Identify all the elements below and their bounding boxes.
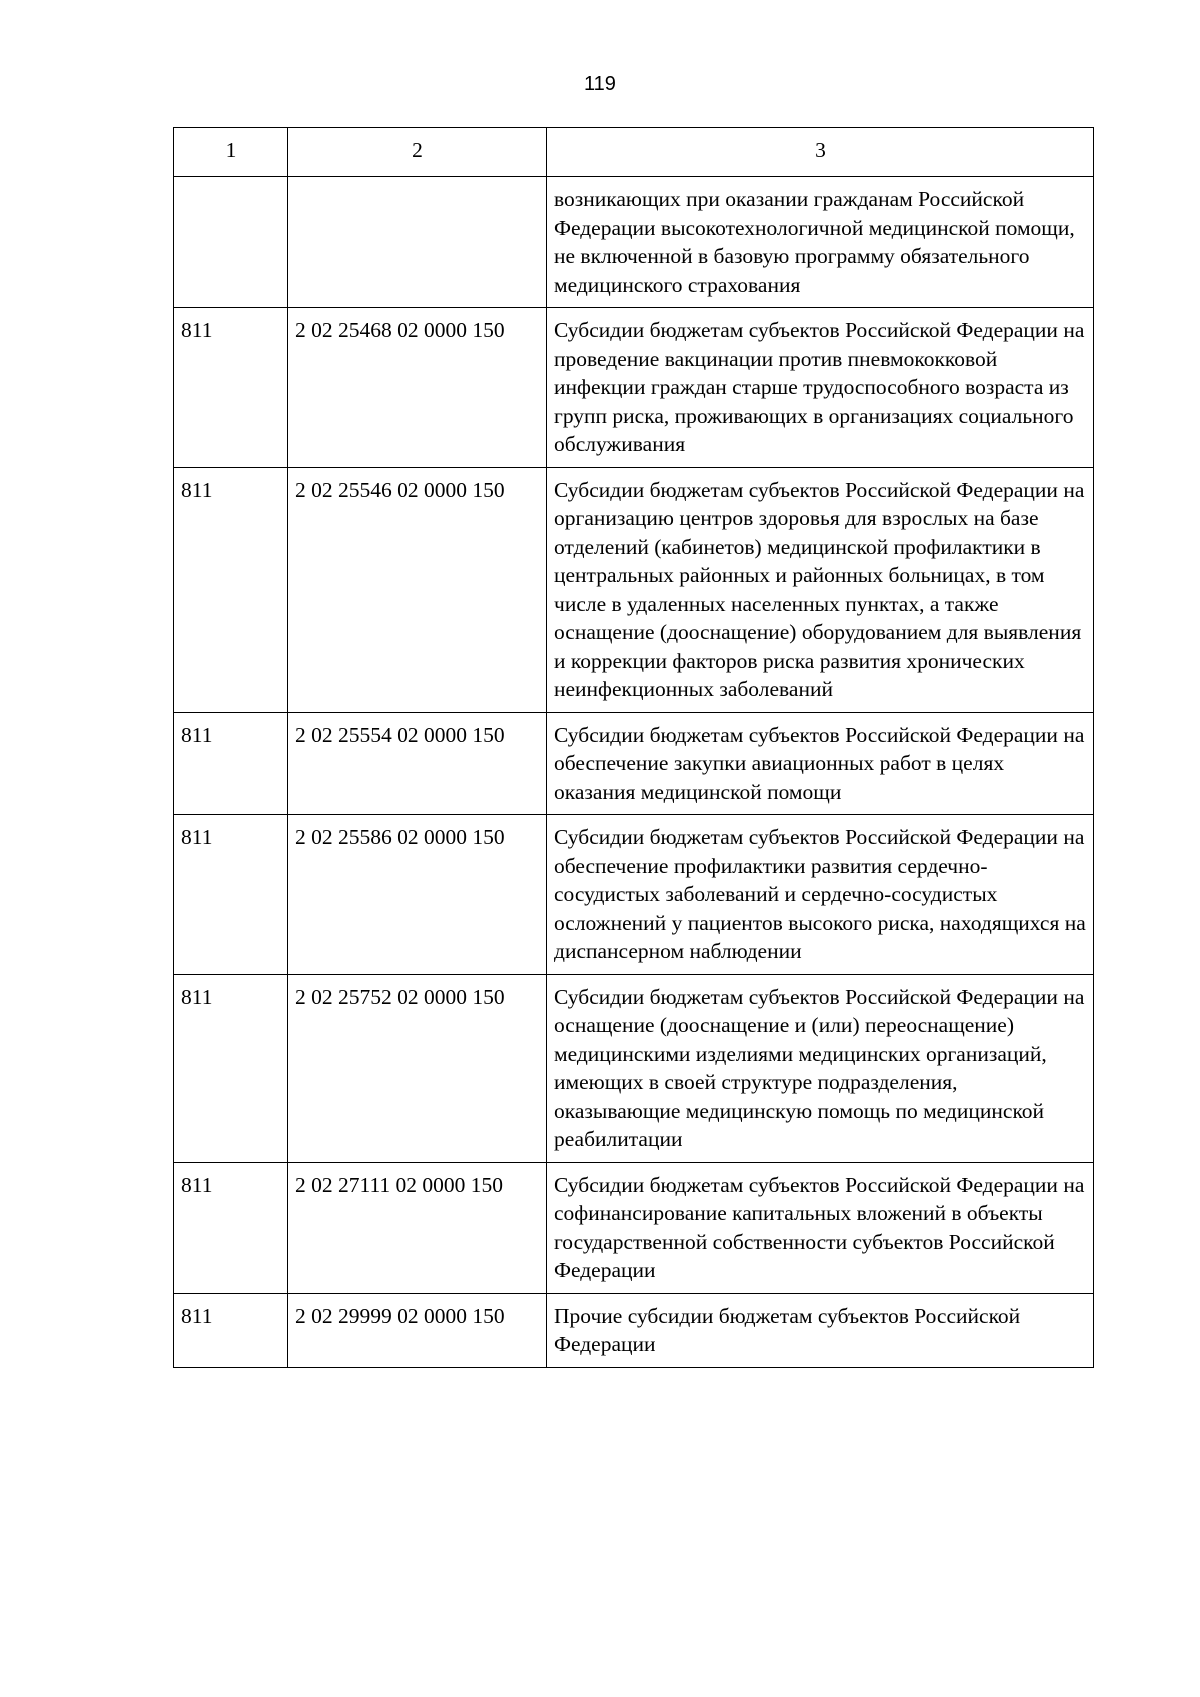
budget-code-cell: 2 02 27111 02 0000 150 [288, 1162, 547, 1293]
description-cell: Прочие субсидии бюджетам субъектов Российской Федерации [547, 1293, 1094, 1367]
budget-code-cell: 2 02 29999 02 0000 150 [288, 1293, 547, 1367]
admin-code-cell: 811 [174, 974, 288, 1162]
column-header-1: 1 [174, 128, 288, 177]
table-header-row [174, 128, 1094, 177]
description-cell: Субсидии бюджетам субъектов Российской Федерации на обеспечение профилактики развития сердечно-сосудистых заболеваний и сердечно-сосудистых осложнений у пациентов высокого риска, находящихся на диспансерном наблюдении [547, 815, 1094, 975]
table-row [174, 712, 1094, 815]
admin-code-cell: 811 [174, 467, 288, 712]
budget-code-cell: 2 02 25468 02 0000 150 [288, 308, 547, 468]
budget-code-cell: 2 02 25554 02 0000 150 [288, 712, 547, 815]
budget-code-cell: 2 02 25752 02 0000 150 [288, 974, 547, 1162]
budget-code-cell: 2 02 25586 02 0000 150 [288, 815, 547, 975]
description-cell: возникающих при оказании гражданам Российской Федерации высокотехнологичной медицинской помощи, не включенной в базовую программу обязательного медицинского страхования [547, 177, 1094, 308]
table-row [174, 1162, 1094, 1293]
column-header-3: 3 [547, 128, 1094, 177]
admin-code-cell: 811 [174, 815, 288, 975]
budget-code-cell [288, 177, 547, 308]
admin-code-cell: 811 [174, 308, 288, 468]
table-row [174, 177, 1094, 308]
table-row [174, 467, 1094, 712]
table-row [174, 1293, 1094, 1367]
page-number: 119 [584, 73, 616, 95]
table-row [174, 308, 1094, 468]
description-cell: Субсидии бюджетам субъектов Российской Федерации на обеспечение закупки авиационных работ в целях оказания медицинской помощи [547, 712, 1094, 815]
budget-classification-table [173, 127, 1094, 1368]
admin-code-cell [174, 177, 288, 308]
table-row [174, 974, 1094, 1162]
description-cell: Субсидии бюджетам субъектов Российской Федерации на оснащение (дооснащение и (или) переоснащение) медицинскими изделиями медицинских организаций, имеющих в своей структуре подразделения, оказывающие медицинскую помощь по медицинской реабилитации [547, 974, 1094, 1162]
description-cell: Субсидии бюджетам субъектов Российской Федерации на проведение вакцинации против пневмококковой инфекции граждан старше трудоспособного возраста из групп риска, проживающих в организациях социального обслуживания [547, 308, 1094, 468]
admin-code-cell: 811 [174, 1293, 288, 1367]
budget-code-cell: 2 02 25546 02 0000 150 [288, 467, 547, 712]
description-cell: Субсидии бюджетам субъектов Российской Федерации на организацию центров здоровья для взрослых на базе отделений (кабинетов) медицинской профилактики в центральных районных и районных больницах, в том числе в удаленных населенных пунктах, а также оснащение (дооснащение) оборудованием для выявления и коррекции факторов риска развития хронических неинфекционных заболеваний [547, 467, 1094, 712]
table-row [174, 815, 1094, 975]
admin-code-cell: 811 [174, 1162, 288, 1293]
column-header-2: 2 [288, 128, 547, 177]
description-cell: Субсидии бюджетам субъектов Российской Федерации на софинансирование капитальных вложений в объекты государственной собственности субъектов Российской Федерации [547, 1162, 1094, 1293]
admin-code-cell: 811 [174, 712, 288, 815]
